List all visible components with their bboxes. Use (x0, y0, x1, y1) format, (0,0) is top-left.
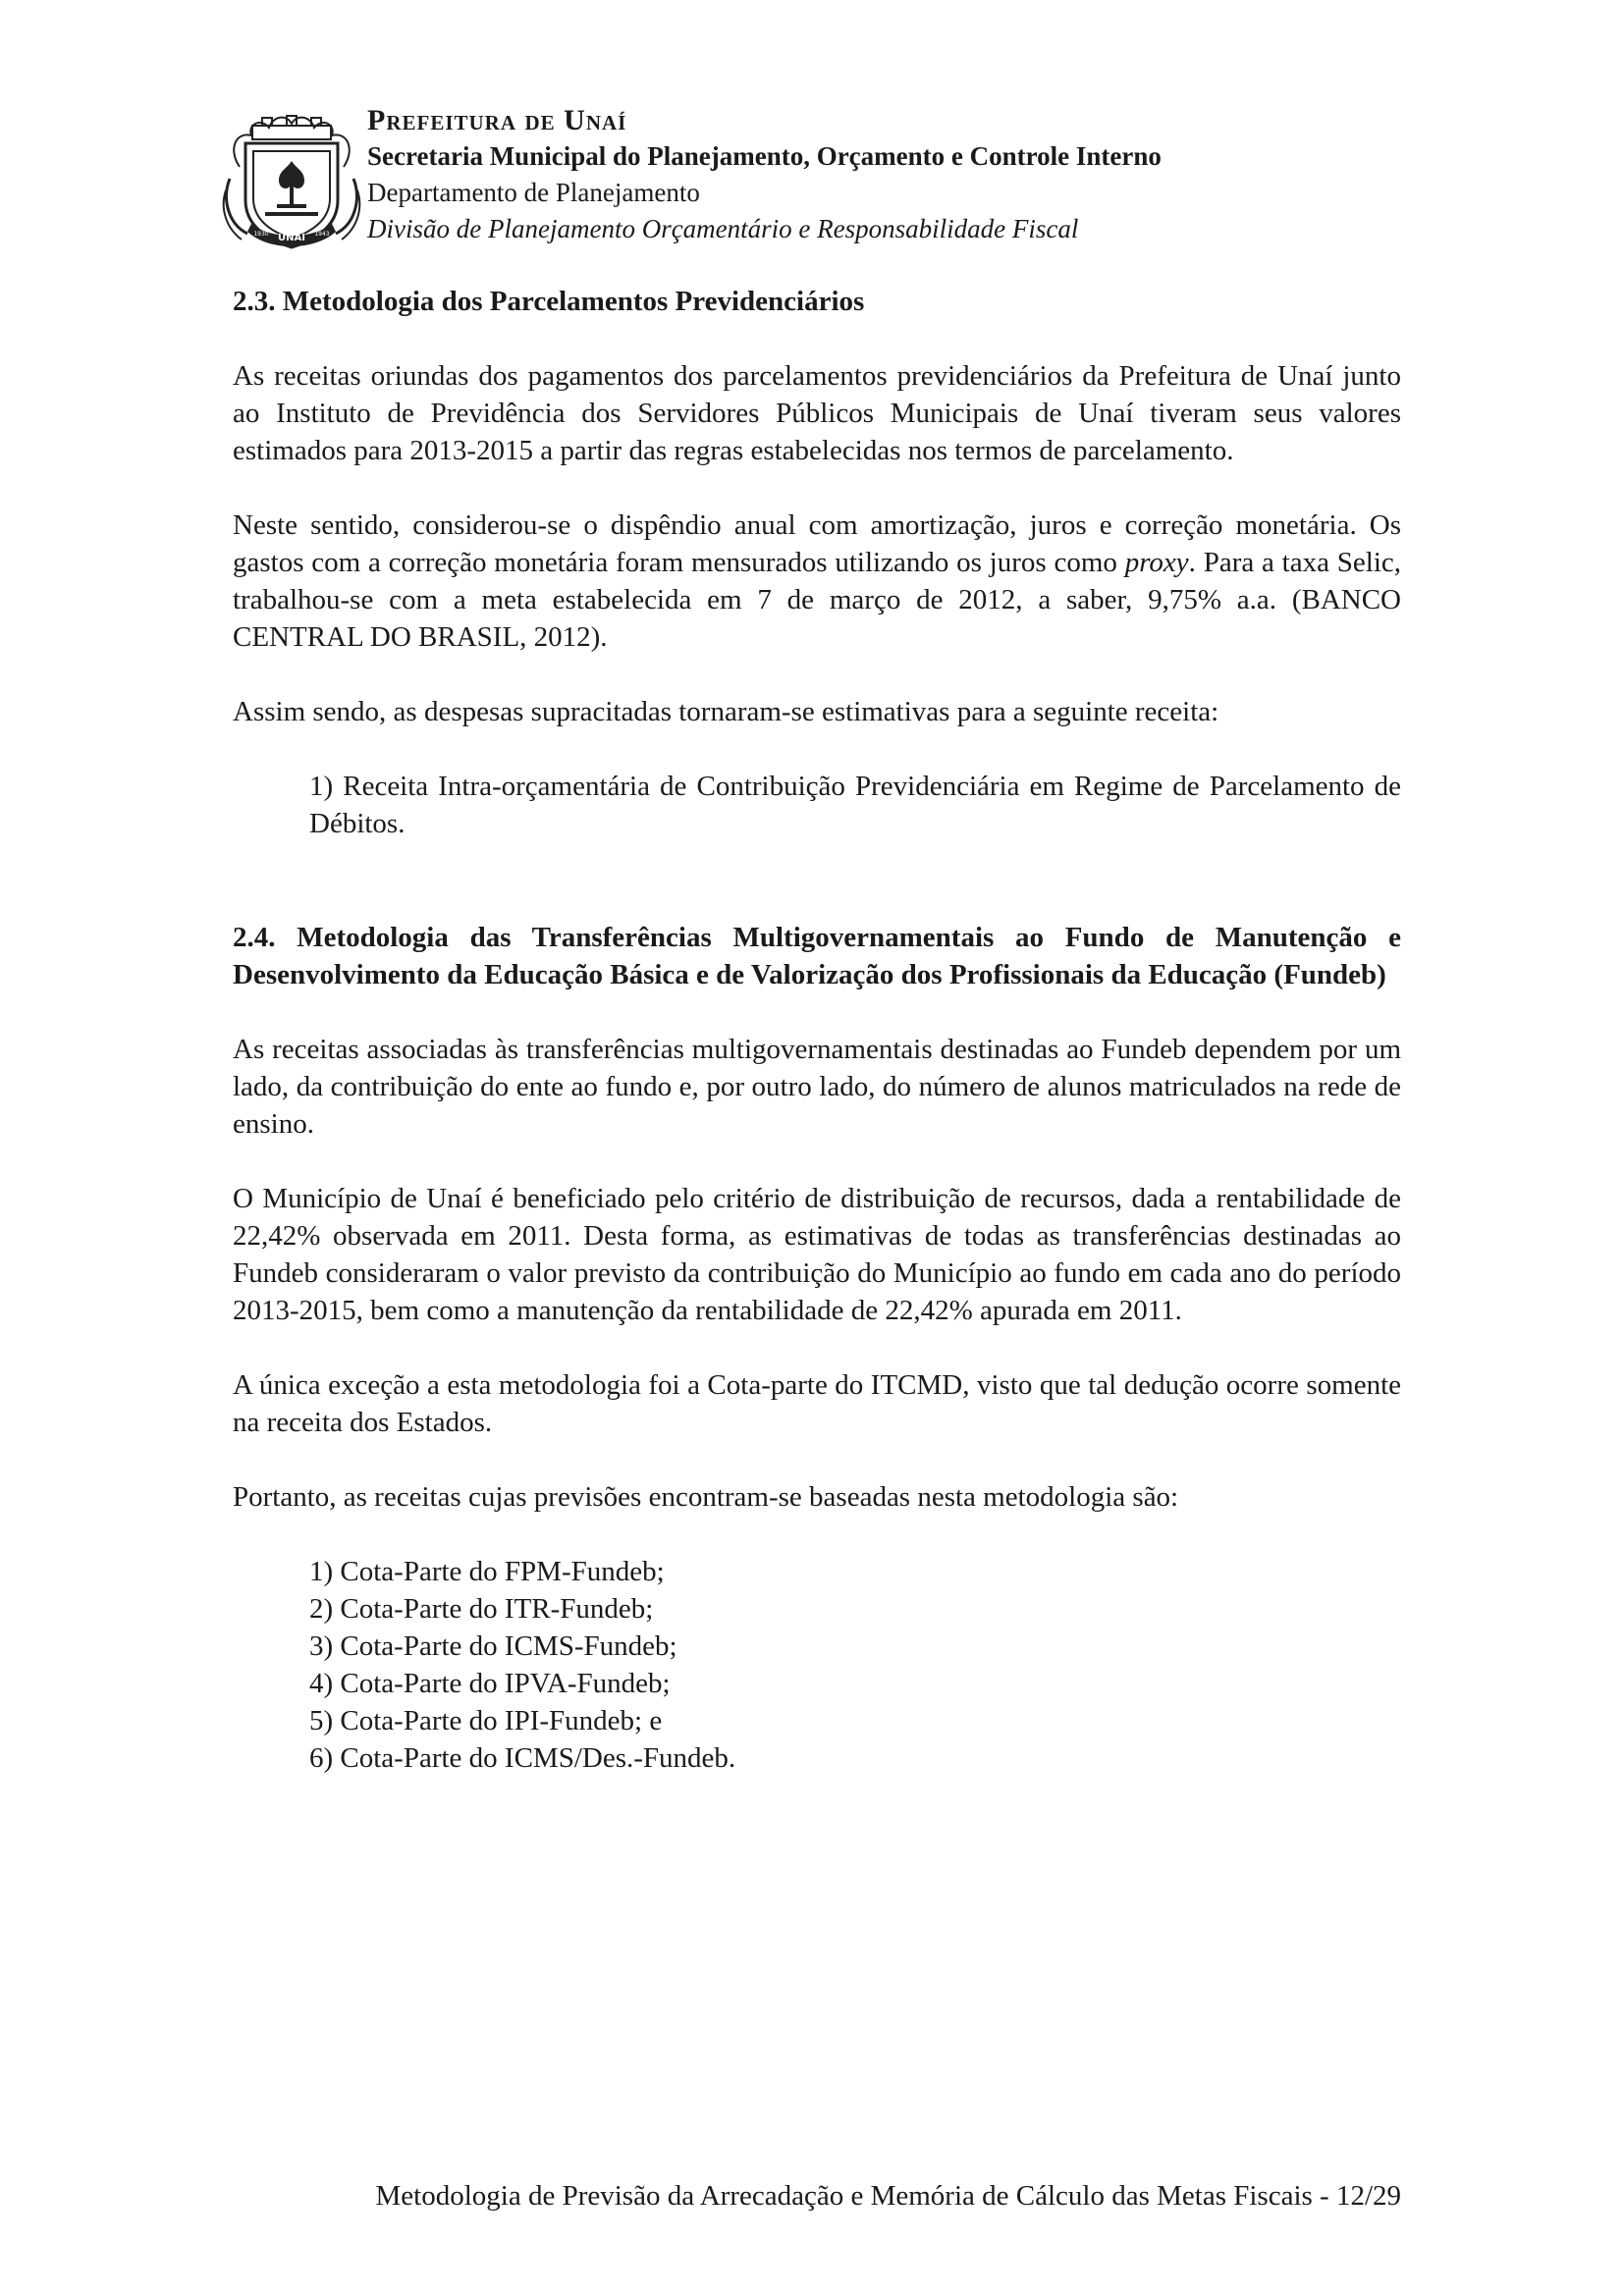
paragraph-text: Neste sentido, considerou-se o dispêndio anual com amortização, juros e correção monetária. Os gastos com a correção monetária foram mensurados utilizando os juros como (233, 509, 1401, 578)
document-body (233, 283, 1401, 1777)
fundeb-list (309, 1553, 1401, 1777)
list-item: 5) Cota-Parte do IPI-Fundeb; e (309, 1705, 663, 1736)
crest-label: UNAÍ (278, 233, 305, 243)
list-item: 4) Cota-Parte do IPVA-Fundeb; (309, 1668, 671, 1699)
secretaria-name: Secretaria Municipal do Planejamento, Orçamento e Controle Interno (367, 141, 1162, 171)
paragraph-text: . Para a taxa Selic, trabalhou-se com a meta estabelecida em 7 de março de 2012, a saber, 9,75% a.a. (BANCO CENTRAL DO BRASIL, 2012). (233, 547, 1402, 653)
paragraph: Portanto, as receitas cujas previsões encontram-se baseadas nesta metodologia são: (233, 1481, 1179, 1513)
crest-year-right: 1943 (314, 231, 330, 238)
letterhead-text (367, 102, 1388, 247)
list-item: 6) Cota-Parte do ICMS/Des.-Fundeb. (309, 1742, 736, 1774)
list-item: 1) Receita Intra-orçamentária de Contribuição Previdenciária em Regime de Parcelamento de Débitos. (309, 771, 1401, 839)
list-item: 1) Cota-Parte do FPM-Fundeb; (309, 1556, 665, 1587)
paragraph: O Município de Unaí é beneficiado pelo critério de distribuição de recursos, dada a rentabilidade de 22,42% observada em 2011. Desta forma, as estimativas de todas as transferências destinadas ao Fundeb consideraram o valor previsto da contribuição do Município ao fundo em cada ano do período 2013-2015, bem como a manutenção da rentabilidade de 22,42% apurada em 2011. (233, 1183, 1401, 1326)
organization-name: Prefeitura de Unaí (367, 104, 627, 136)
page-footer: Metodologia de Previsão da Arrecadação e Memória de Cálculo das Metas Fiscais - 12/29 (375, 2180, 1401, 2212)
list-item: 3) Cota-Parte do ICMS-Fundeb; (309, 1630, 677, 1662)
departamento-name: Departamento de Planejamento (367, 178, 700, 207)
paragraph: A única exceção a esta metodologia foi a Cota-parte do ITCMD, visto que tal dedução ocorre somente na receita dos Estados. (233, 1369, 1401, 1438)
letterhead (218, 102, 1396, 259)
section-heading-2-4: 2.4. Metodologia das Transferências Multigovernamentais ao Fundo de Manutenção e Desenvolvimento da Educação Básica e de Valorização dos Profissionais da Educação (Fundeb) (233, 922, 1401, 990)
divisao-name: Divisão de Planejamento Orçamentário e Responsabilidade Fiscal (367, 214, 1079, 243)
emphasis-proxy: proxy (1124, 547, 1189, 578)
list-item: 2) Cota-Parte do ITR-Fundeb; (309, 1593, 654, 1625)
section-heading-2-3: 2.3. Metodologia dos Parcelamentos Previdenciários (233, 286, 865, 317)
paragraph: As receitas associadas às transferências multigovernamentais destinadas ao Fundeb dependem por um lado, da contribuição do ente ao fundo e, por outro lado, do número de alunos matriculados na rede de ensino. (233, 1034, 1401, 1140)
paragraph-selic (233, 507, 1401, 656)
paragraph: Assim sendo, as despesas supracitadas tornaram-se estimativas para a seguinte receita: (233, 696, 1219, 727)
coat-of-arms-icon (218, 110, 365, 257)
paragraph: As receitas oriundas dos pagamentos dos parcelamentos previdenciários da Prefeitura de Unaí junto ao Instituto de Previdência dos Servidores Públicos Municipais de Unaí tiveram seus valores estimados para 2013-2015 a partir das regras estabelecidas nos termos de parcelamento. (233, 360, 1401, 466)
receita-list (309, 768, 1401, 842)
crest-year-left: 1930 (253, 231, 269, 238)
